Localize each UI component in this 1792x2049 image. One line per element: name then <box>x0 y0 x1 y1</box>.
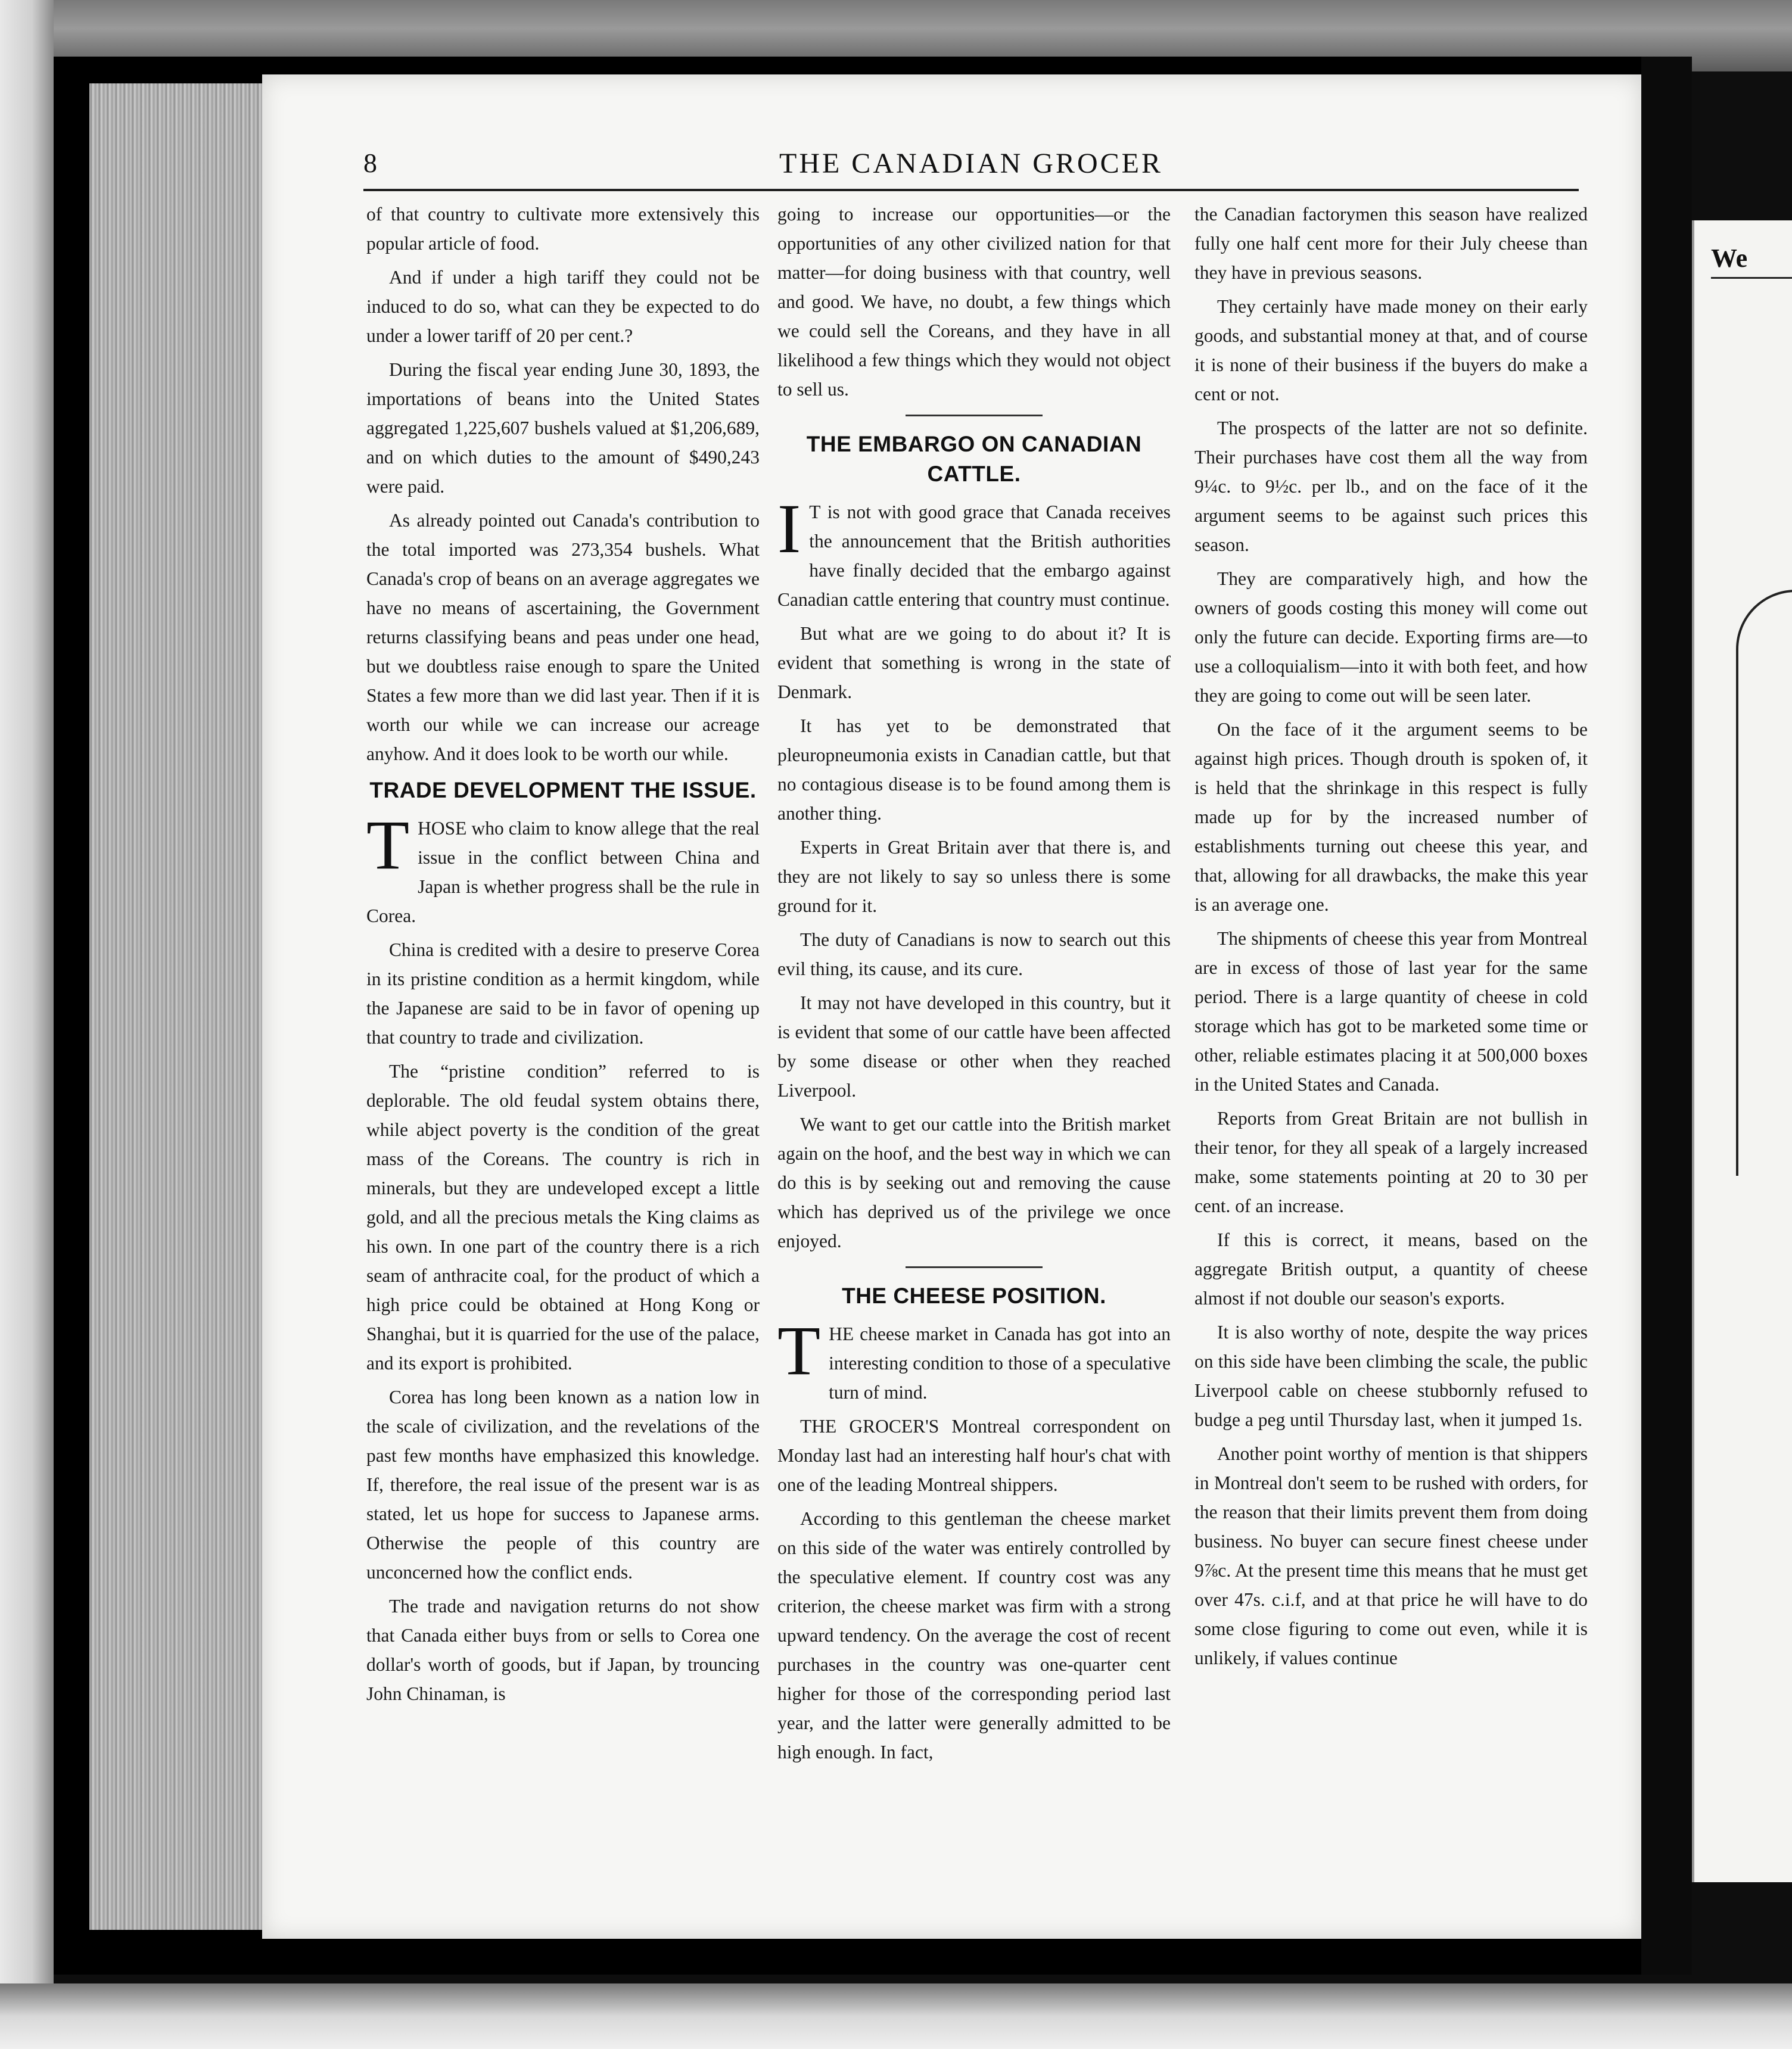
paragraph: If this is correct, it means, based on the aggregate British output, a quantity of cheese almost if not double our season's exports. <box>1194 1229 1588 1309</box>
drop-cap: T <box>366 806 410 884</box>
paragraph <box>366 806 760 930</box>
paragraph: We want to get our cattle into the British market again on the hoof, and the best way in which we can do this is by seeking out and removing the cause which has deprived us of the privilege we once enjoyed. <box>777 1114 1171 1251</box>
paragraph: Corea has long been known as a nation low in the scale of civilization, and the revelations of the past few months have emphasized this knowledge. If, therefore, the real issue of the present war is as stated, let us hope for success to Japanese arms. Otherwise the people of this country are unconcerned how the conflict ends. <box>366 1387 760 1583</box>
drop-cap: T <box>777 1312 821 1390</box>
paragraph: It has yet to be demonstrated that pleuropneumonia exists in Canadian cattle, but that no contagious disease is to be found among them is another thing. <box>777 715 1171 824</box>
paragraph: The trade and navigation returns do not show that Canada either buys from or sells to Corea one dollar's worth of goods, but if Japan, by trouncing John Chinaman, is <box>366 1596 760 1704</box>
paragraph: The shipments of cheese this year from Montreal are in excess of those of last year for the same period. There is a large quantity of cheese in cold storage which has got to be marketed some time or other, reliable estimates placing it at 500,000 boxes in the United States and Canada. <box>1194 928 1588 1095</box>
paragraph: Reports from Great Britain are not bullish in their tenor, for they all speak of a largely increased make, some statements pointing at 20 to 30 per cent. of an increase. <box>1194 1108 1588 1216</box>
paragraph: As already pointed out Canada's contribution to the total imported was 273,354 bushels. What Canada's crop of beans on an average aggregates we have no means of ascertaining, the Government returns classifying beans and peas under one head, but we doubtless raise enough to spare the United States a few more than we did last year. Then if it is worth our while we can increase our acreage anyhow. And it does look to be worth our while. <box>366 510 760 764</box>
header-rule <box>363 189 1579 191</box>
page-header <box>363 140 1579 188</box>
paragraph: They certainly have made money on their early goods, and substantial money at that, and of course it is none of their business if the buyers do make a cent or not. <box>1194 296 1588 404</box>
paragraph <box>777 1312 1171 1407</box>
column-2 <box>777 200 1171 1771</box>
paragraph: The duty of Canadians is now to search out this evil thing, its cause, and its cure. <box>777 929 1171 979</box>
drop-cap: I <box>777 490 801 568</box>
paragraph: of that country to cultivate more extensively this popular article of food. <box>366 204 760 254</box>
paragraph-text: HOSE who claim to know allege that the real issue in the conflict between China and Japan is whether progress shall be the rule in Corea. <box>366 818 760 926</box>
paragraph: During the fiscal year ending June 30, 1893, the importations of beans into the United States aggregated 1,225,607 bushels valued at $1,206,689, and on which duties to the amount of $490,243 were paid. <box>366 359 760 497</box>
scanner-backdrop-left <box>0 0 54 2049</box>
paragraph: It is also worthy of note, despite the way prices on this side have been climbing the scale, the public Liverpool cable on cheese stubbornly refused to budge a peg until Thursday last, when it jumped 1s. <box>1194 1322 1588 1430</box>
paragraph <box>777 490 1171 614</box>
next-page-edge <box>1692 220 1792 1882</box>
paragraph-text: HE cheese market in Canada has got into an interesting condition to those of a speculative turn of mind. <box>829 1324 1171 1403</box>
paragraph: According to this gentleman the cheese market on this side of the water was entirely controlled by the speculative element. If country cost was any criterion, the cheese market was firm with a strong upward tendency. On the average the cost of recent purchases in the country was one-quarter cent higher for those of the corresponding period last year, and the latter were generally admitted to be high enough. In fact, <box>777 1508 1171 1762</box>
paragraph: The “pristine condition” referred to is deplorable. The old feudal system obtains there, while abject poverty is the condition of the great mass of the Coreans. The country is rich in minerals, but they are undeveloped except a little gold, and all the precious metals the King claims as his own. In one part of the country there is a rich seam of anthracite coal, for the product of which a high price could be obtained at Hong Kong or Shanghai, but it is quarried for the use of the palace, and its export is prohibited. <box>366 1061 760 1374</box>
paragraph: It may not have developed in this country, but it is evident that some of our cattle have been affected by some disease or other when they reached Liverpool. <box>777 992 1171 1101</box>
newspaper-page <box>262 74 1641 1939</box>
section-heading: THE EMBARGO ON CANADIAN CATTLE. <box>806 432 1142 486</box>
section-heading: THE CHEESE POSITION. <box>842 1284 1106 1308</box>
column-1 <box>366 200 760 1713</box>
paragraph: But what are we going to do about it? It is evident that something is wrong in the state of Denmark. <box>777 623 1171 702</box>
paragraph: China is credited with a desire to preserve Corea in its pristine condition as a hermit kingdom, while the Japanese are said to be in favor of opening up that country to trade and civilization. <box>366 939 760 1048</box>
next-page-drawing <box>1736 590 1792 1176</box>
paragraph: The prospects of the latter are not so definite. Their purchases have cost them all the way from 9¼c. to 9½c. per lb., and on the face of it the argument seems to be against such prices this season. <box>1194 418 1588 555</box>
running-title: THE CANADIAN GROCER <box>779 148 1163 179</box>
paragraph: going to increase our opportunities—or the opportunities of any other civilized nation for that matter—for doing business with that country, well and good. We have, no doubt, a few things which we could sell the Coreans, and they have in all likelihood a few things which they would not object to sell us. <box>777 204 1171 400</box>
paragraph: And if under a high tariff they could not be induced to do so, what can they be expected to do under a lower tariff of 20 per cent.? <box>366 267 760 346</box>
paragraph: On the face of it the argument seems to be against high prices. Though drouth is spoken of, it is held that the shrinkage in this respect is fully made up for by the increased number of establishments turning out cheese this year, and that, allowing for all drawbacks, the make this year is an average one. <box>1194 719 1588 915</box>
right-binding <box>1641 57 1692 1975</box>
paragraph-text: T is not with good grace that Canada receives the announcement that the British authorities have finally decided that the embargo against Canadian cattle entering that country must continue. <box>777 502 1171 610</box>
page-number: 8 <box>363 148 377 178</box>
paragraph: the Canadian factorymen this season have realized fully one half cent more for their July cheese than they have in previous seasons. <box>1194 204 1588 283</box>
page-edge-stack <box>89 83 266 1930</box>
scanner-backdrop-bottom <box>0 1983 1792 2049</box>
paragraph: Experts in Great Britain aver that there is, and they are not likely to say so unless there is some ground for it. <box>777 837 1171 916</box>
paragraph: Another point worthy of mention is that shippers in Montreal don't seem to be rushed with orders, for the reason that their limits prevent them from doing business. No buyer can secure finest cheese under 9⅞c. At the present time this means that he must get over 47s. c.i.f, and at that price he will have to do some close figuring to come out even, while it is unlikely, if values continue <box>1194 1443 1588 1668</box>
next-page-fragment: We <box>1711 244 1748 273</box>
paragraph: They are comparatively high, and how the owners of goods costing this money will come out only the future can decide. Exporting firms are—to use a colloquialism—into it with both feet, and how they are going to come out will be seen later. <box>1194 568 1588 706</box>
column-3 <box>1194 200 1588 1677</box>
paragraph: THE GROCER'S Montreal correspondent on Monday last had an interesting half hour's chat with one of the leading Montreal shippers. <box>777 1416 1171 1495</box>
section-heading: TRADE DEVELOPMENT THE ISSUE. <box>369 778 757 802</box>
section-divider <box>906 1266 1043 1268</box>
next-page-rule <box>1711 277 1792 279</box>
section-divider <box>906 415 1043 416</box>
